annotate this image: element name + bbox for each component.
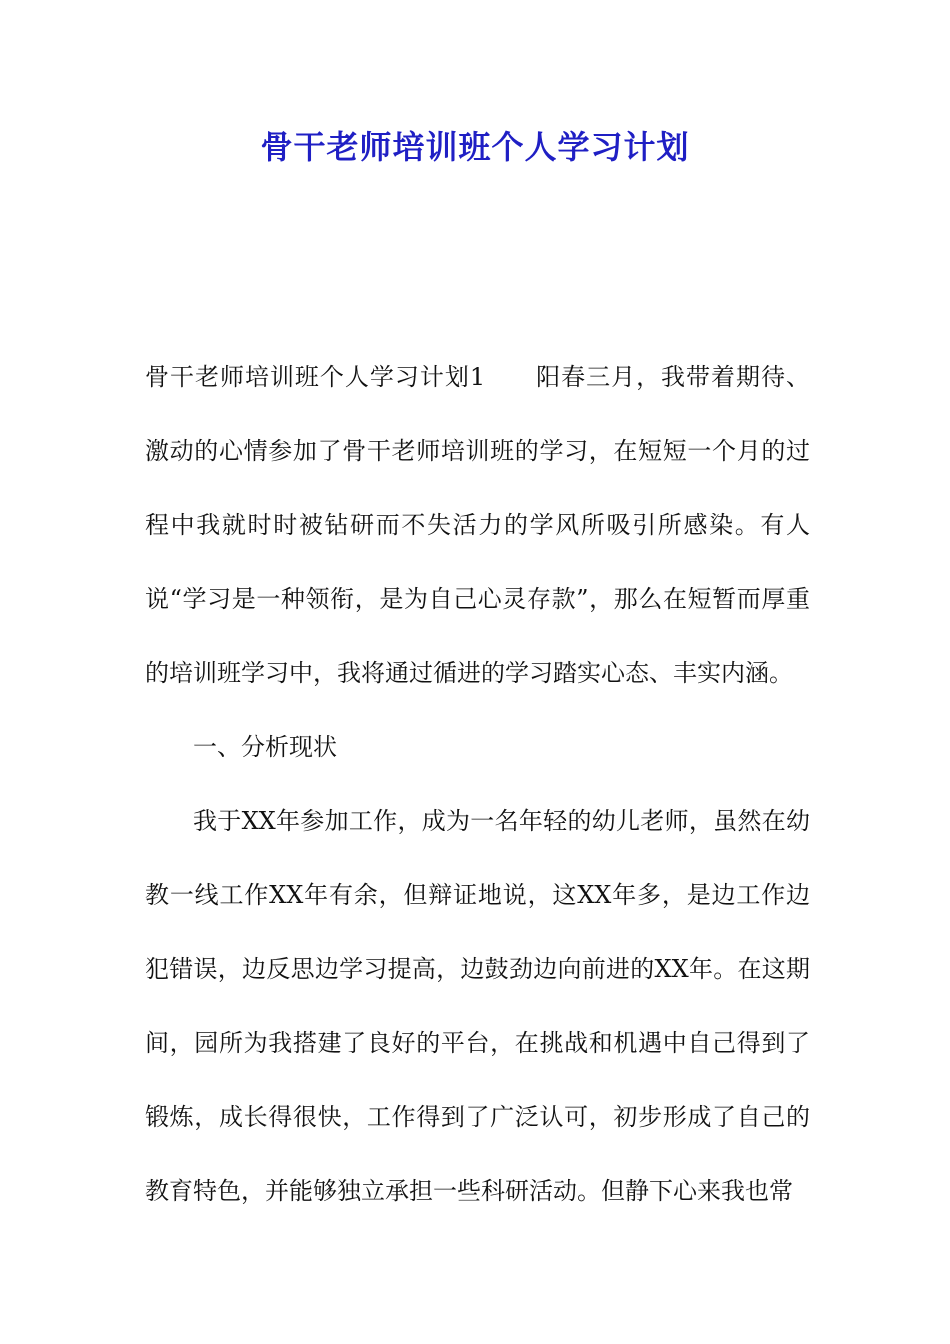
section-heading: 一、分析现状 bbox=[193, 733, 337, 761]
intro-text: 阳春三月，我带着期待、激动的心情参加了骨干老师培训班的学习，在短短一个月的过程中我就时时被钻研而不失活力的学风所吸引所感染。有人说“学习是一种领衔，是为自己心灵存款”，那么在短暂而厚重的培训班学习中，我将通过循进的学习踏实心态、丰实内涵。 bbox=[145, 363, 810, 687]
intro-label: 骨干老师培训班个人学习计划1 bbox=[145, 363, 486, 391]
document-title: 骨干老师培训班个人学习计划 bbox=[260, 128, 690, 166]
section-paragraph: 我于XX年参加工作，成为一名年轻的幼儿老师，虽然在幼教一线工作XX年有余，但辩证地说，这XX年多，是边工作边犯错误，边反思边学习提高，边鼓劲边向前进的XX年。在这期间，园所为我搭建了良好的平台，在挑战和机遇中自己得到了锻炼，成长得很快，工作得到了广泛认可，初步形成了自己的教育特色，并能够独立承担一些科研活动。但静下心来我也常 bbox=[145, 807, 810, 1205]
document-body bbox=[145, 340, 810, 1228]
intro-paragraph bbox=[145, 340, 810, 710]
